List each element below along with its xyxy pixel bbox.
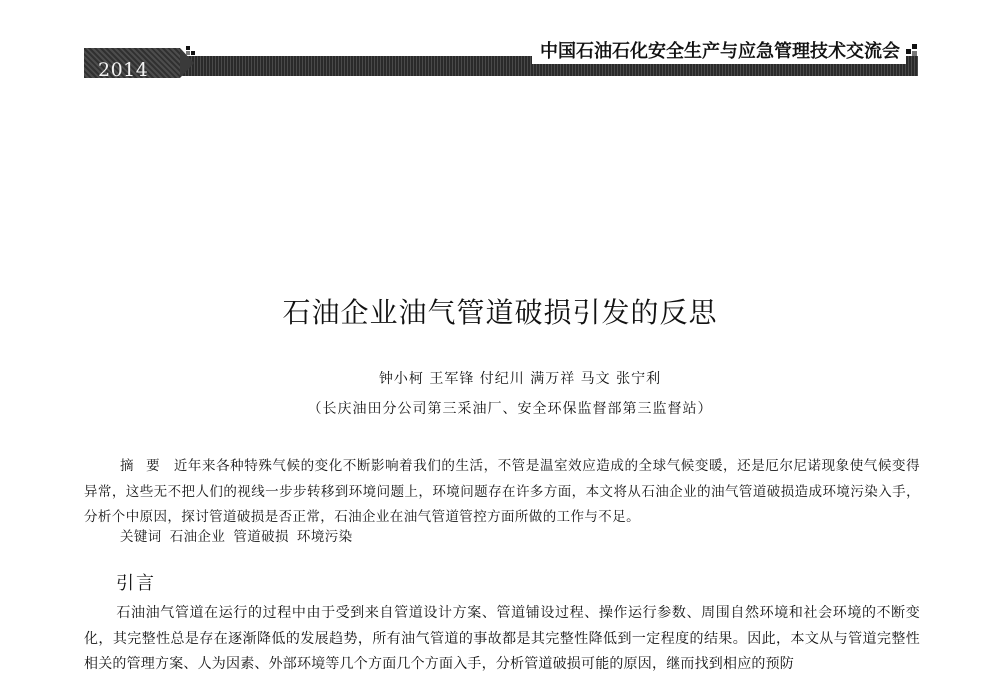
introduction-paragraph <box>84 601 920 678</box>
conference-year: 2014 <box>98 59 149 81</box>
header-end-square-icon <box>906 44 918 58</box>
year-box <box>84 48 180 81</box>
author-affiliation: （长庆油田分公司第三采油厂、安全环保监督部第三监督站） <box>307 401 713 417</box>
keyword: 管道破损 <box>233 529 289 545</box>
abstract-label: 摘 要 <box>120 458 164 474</box>
paper-title: 石油企业油气管道破损引发的反思 <box>282 296 718 329</box>
conference-header <box>84 40 918 81</box>
conference-title-box <box>532 40 906 64</box>
abstract-text: 近年来各种特殊气候的变化不断影响着我们的生活，不管是温室效应造成的全球气候变暖，还是厄尔尼诺现象使气候变得异常，这些无不把人们的视线一步步转移到环境问题上，环境问题存在许多方面，本文将从石油企业的油气管道破损造成环境污染入手，分析个中原因，探讨管道破损是否正常，石油企业在油气管道管控方面所做的工作与不足。 <box>84 458 920 525</box>
conference-title: 中国石油石化安全生产与应急管理技术交流会 <box>540 41 900 62</box>
keyword: 石油企业 <box>169 529 226 545</box>
section-heading-introduction: 引言 <box>116 573 156 594</box>
header-square-bullet-icon <box>186 46 196 56</box>
introduction-text: 石油油气管道在运行的过程中由于受到来自管道设计方案、管道铺设过程、操作运行参数、周围自然环境和社会环境的不断变化，其完整性总是存在逐渐降低的发展趋势，所有油气管道的事故都是其完整性降低到一定程度的结果。因此，本文从与管道完整性相关的管理方案、人为因素、外部环境等几个方面几个方面入手，分析管道破损可能的原因，继而找到相应的预防 <box>84 605 920 672</box>
keyword: 环境污染 <box>296 529 353 545</box>
author-list: 钟小柯 王军锋 付纪川 满万祥 马文 张宁利 <box>378 371 662 387</box>
abstract <box>84 454 920 531</box>
keywords-label: 关键词 <box>120 529 162 545</box>
keywords <box>84 527 920 547</box>
